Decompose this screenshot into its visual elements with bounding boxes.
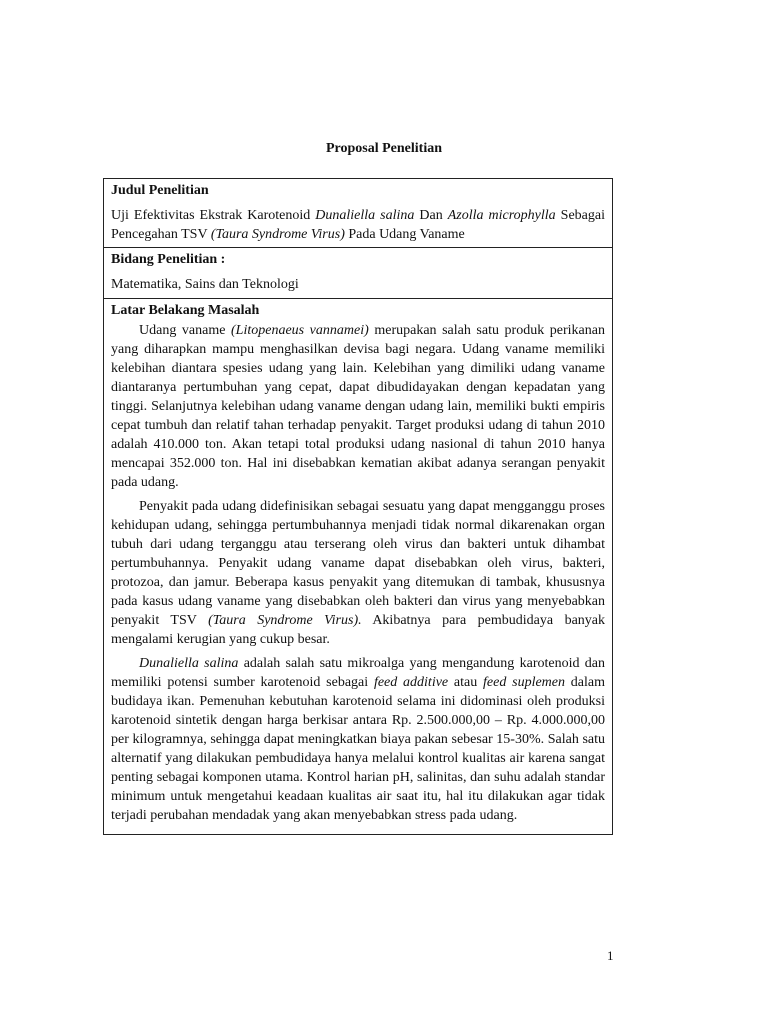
paragraph-italic: feed additive [373,675,449,690]
bidang-value: Matematika, Sains dan Teknologi [111,277,299,292]
bidang-heading: Bidang Penelitian : [111,252,226,267]
latar-cell [104,299,613,835]
judul-text-part: Pada Udang Vaname [344,227,465,242]
proposal-table [103,178,613,835]
latar-paragraph-1 [111,321,605,492]
paragraph-text: merupakan salah satu produk perikanan yang diharapkan mampu menghasilkan devisa bagi negara. Udang vaname memiliki kelebihan diantara spesies udang yang lain. Kelebihan yang dimiliki udang vaname diantaranya pertumbuhan yang cepat, dapat dibudidayakan dengan kepadatan yang tinggi. Selanjutnya kelebihan udang vaname dengan udang lain, memiliki bukti empiris cepat tumbuh dan relatif tahan terhadap penyakit. Target produksi udang di tahun 2010 adalah 410.000 ton. Akan tetapi total produksi udang nasional di tahun 2010 hanya mencapai 352.000 ton. Hal ini disebabkan kematian akibat adanya serangan penyakit pada udang. [111,323,605,490]
judul-species-azolla: Azolla microphylla [447,208,556,223]
paragraph-text: Penyakit pada udang didefinisikan sebagai sesuatu yang dapat mengganggu proses kehidupan udang, sehingga pertumbuhannya menjadi tidak normal dikarenakan organ tubuh dari udang terganggu atau terserang oleh virus dan bakteri untuk dihambat pertumbuhannya. Penyakit udang vaname dapat disebabkan oleh virus, bakteri, protozoa, dan jamur. Beberapa kasus penyakit yang ditemukan di tambak, khususnya pada kasus udang vaname yang disebabkan oleh bakteri dan virus yang menyebabkan penyakit TSV [111,499,605,628]
paragraph-italic: feed suplemen [483,675,566,690]
latar-heading: Latar Belakang Masalah [111,303,260,318]
paragraph-italic: Dunaliella salina [139,656,239,671]
paragraph-text: atau [448,675,484,690]
paragraph-text: Udang vaname [139,323,231,338]
paragraph-italic: (Taura Syndrome Virus). [208,613,362,628]
paragraph-italic: (Litopenaeus vannamei) [231,323,369,338]
latar-paragraph-3 [111,654,605,825]
judul-heading: Judul Penelitian [111,183,209,198]
judul-tsv-term: (Taura Syndrome Virus) [210,227,345,242]
latar-row [104,299,613,835]
latar-paragraph-2 [111,497,605,649]
judul-species-dunaliella: Dunaliella salina [315,208,415,223]
document-title: Proposal Penelitian [325,141,443,156]
judul-row [104,179,613,248]
bidang-cell [104,248,613,299]
paragraph-text: adalah salah satu mikroalga yang mengandung karotenoid dan memiliki potensi sumber karotenoid sebagai [111,656,605,690]
judul-text-part: Dan [414,208,448,223]
paragraph-text: Akibatnya para pembudidaya banyak mengalami kerugian yang cukup besar. [111,613,605,647]
judul-cell [104,179,613,248]
paragraph-text: dalam budidaya ikan. Pemenuhan kebutuhan karotenoid selama ini didominasi oleh produksi karotenoid sintetik dengan harga berkisar antara Rp. 2.500.000,00 – Rp. 4.000.000,00 per kilogramnya, sehingga dapat meningkatkan biaya pakan sebesar 15-30%. Salah satu alternatif yang dilakukan pembudidaya hanya melalui kontrol kualitas air karena sangat penting sebagai komponen utama. Kontrol harian pH, salinitas, dan suhu adalah standar minimum untuk mengetahui keadaan kualitas air saat itu, hal itu dilakukan agar tidak terjadi perubahan mendadak yang akan menyebabkan stress pada udang. [111,675,605,823]
judul-text-part: Uji Efektivitas Ekstrak Karotenoid [111,208,316,223]
judul-text-part: Sebagai Pencegahan TSV [111,208,605,242]
judul-text [111,206,605,244]
bidang-row [104,248,613,299]
page-number: 1 [607,948,614,963]
